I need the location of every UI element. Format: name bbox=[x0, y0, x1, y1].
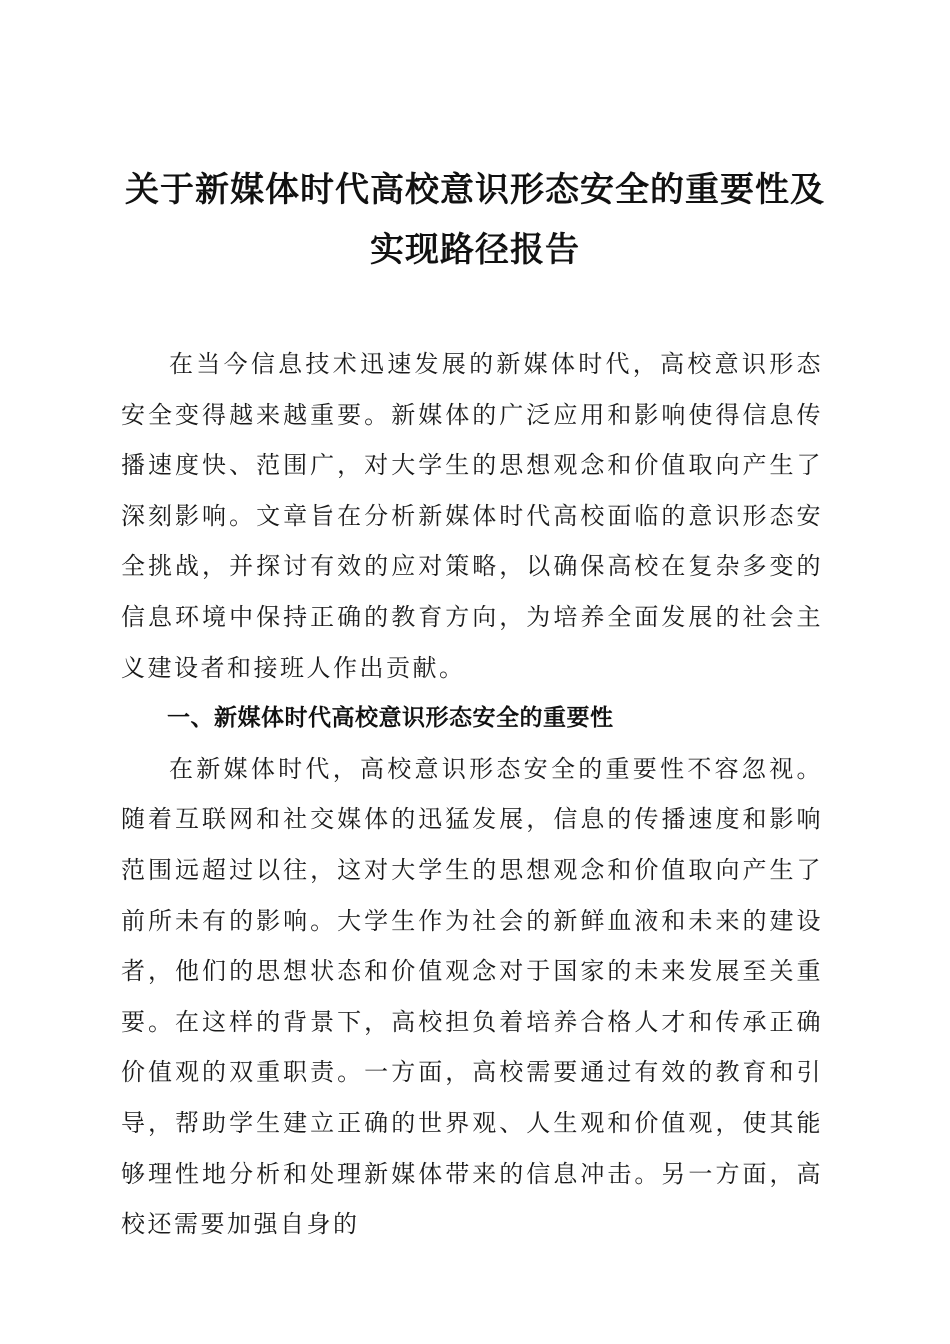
intro-paragraph: 在当今信息技术迅速发展的新媒体时代，高校意识形态安全变得越来越重要。新媒体的广泛应用和影响使得信息传播速度快、范围广，对大学生的思想观念和价值取向产生了深刻影响。文章旨在分析新媒体时代高校面临的意识形态安全挑战，并探讨有效的应对策略，以确保高校在复杂多变的信息环境中保持正确的教育方向，为培养全面发展的社会主义建设者和接班人作出贡献。 bbox=[121, 350, 823, 682]
document-title bbox=[100, 160, 850, 280]
title-line-2: 实现路径报告 bbox=[370, 230, 580, 270]
document-body bbox=[121, 339, 823, 1250]
title-line-1: 关于新媒体时代高校意识形态安全的重要性及 bbox=[125, 170, 825, 210]
section-1-paragraph: 在新媒体时代，高校意识形态安全的重要性不容忽视。随着互联网和社交媒体的迅猛发展，信息的传播速度和影响范围远超过以往，这对大学生的思想观念和价值取向产生了前所未有的影响。大学生作为社会的新鲜血液和未来的建设者，他们的思想状态和价值观念对于国家的未来发展至关重要。在这样的背景下，高校担负着培养合格人才和传承正确价值观的双重职责。一方面，高校需要通过有效的教育和引导，帮助学生建立正确的世界观、人生观和价值观，使其能够理性地分析和处理新媒体带来的信息冲击。另一方面，高校还需要加强自身的 bbox=[121, 754, 823, 1239]
section-1-heading: 一、新媒体时代高校意识形态安全的重要性 bbox=[167, 705, 614, 732]
